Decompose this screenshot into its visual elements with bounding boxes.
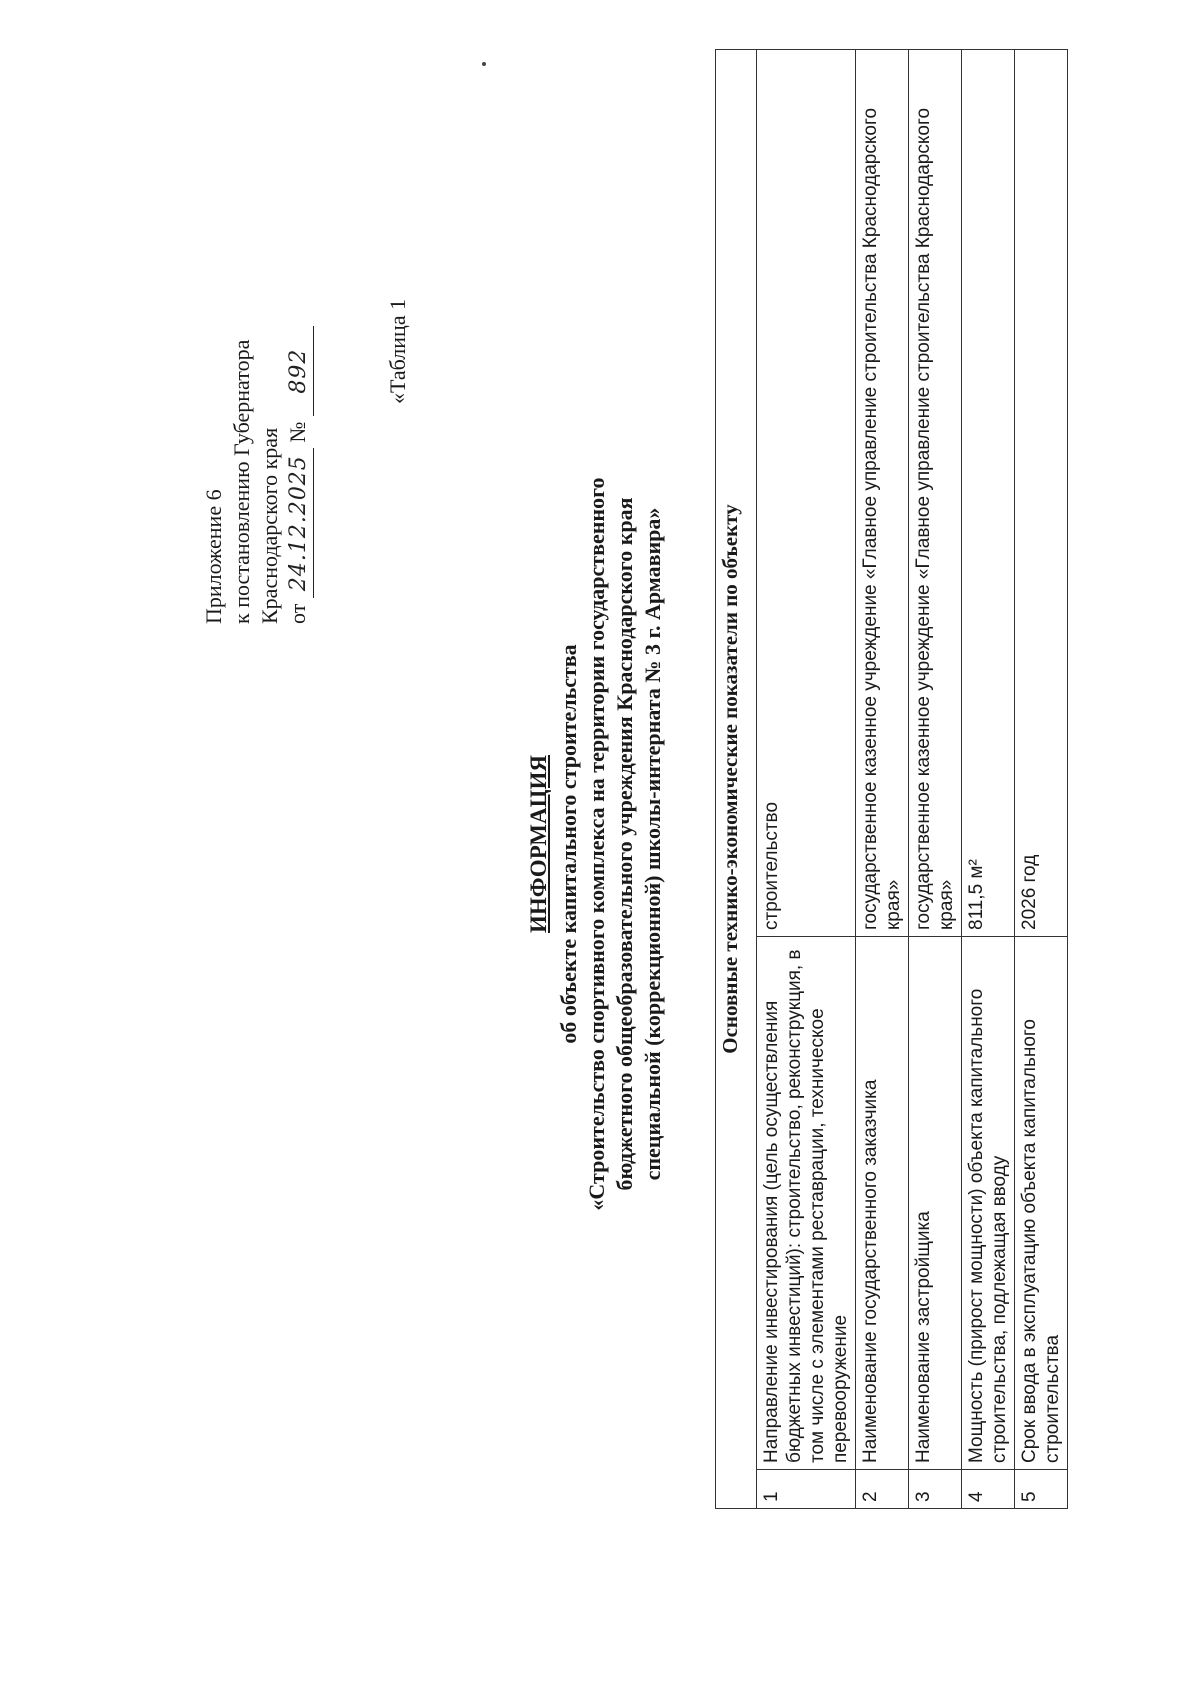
document-title: ИНФОРМАЦИЯ [526, 754, 551, 934]
row-value: строительство [757, 50, 856, 937]
row-parameter: Наименование застройщика [909, 937, 962, 1470]
indicators-table [715, 49, 1068, 1509]
table-row [962, 50, 1015, 1509]
appendix-title: Приложение 6 [201, 489, 226, 624]
row-parameter: Срок ввода в эксплуатацию объекта капитального строительства [1015, 937, 1068, 1470]
appendix-decree-line: к постановлению Губернатора [229, 339, 254, 624]
title-block [525, 264, 667, 1424]
appendix-date-line [284, 64, 314, 624]
row-value: государственное казенное учреждение «Главное управление строительства Краснодарского края» [909, 50, 962, 937]
row-number: 1 [757, 1470, 856, 1509]
title-line-4: специальной (коррекционной) школы-интерната № 3 г. Армавира» [640, 507, 665, 1181]
row-value: 2026 год [1015, 50, 1068, 937]
row-parameter: Направление инвестирования (цель осуществления бюджетных инвестиций): строительство, реконструкция, в том числе с элементами реставрации, техническое перевооружение [757, 937, 856, 1470]
from-label: от [285, 603, 310, 624]
row-value: 811,5 м² [962, 50, 1015, 937]
number-label: № [285, 421, 310, 443]
row-number: 5 [1015, 1470, 1068, 1509]
appendix-block [200, 64, 314, 624]
table-row [856, 50, 909, 1509]
handwritten-date: 24.12.2025 [285, 448, 314, 598]
scan-speck [482, 62, 486, 66]
row-parameter: Мощность (прирост мощности) объекта капитального строительства, подлежащая вводу [962, 937, 1015, 1470]
table-row [1015, 50, 1068, 1509]
table-header-row [716, 50, 757, 1509]
title-line-3: бюджетного общеобразовательного учреждения Краснодарского края [612, 497, 637, 1191]
table-header: Основные технико-экономические показатели по объекту [716, 50, 757, 1509]
appendix-region-line: Краснодарского края [257, 427, 282, 624]
handwritten-number: 892 [285, 326, 314, 416]
title-line-2: «Строительство спортивного комплекса на территории государственного [584, 477, 609, 1211]
title-line-1: об объекте капитального строительства [556, 644, 581, 1044]
row-number: 4 [962, 1470, 1015, 1509]
table-row [909, 50, 962, 1509]
row-value: государственное казенное учреждение «Главное управление строительства Краснодарского края» [856, 50, 909, 937]
row-parameter: Наименование государственного заказчика [856, 937, 909, 1470]
row-number: 2 [856, 1470, 909, 1509]
table-row [757, 50, 856, 1509]
table-label: «Таблица 1 [385, 298, 410, 404]
row-number: 3 [909, 1470, 962, 1509]
